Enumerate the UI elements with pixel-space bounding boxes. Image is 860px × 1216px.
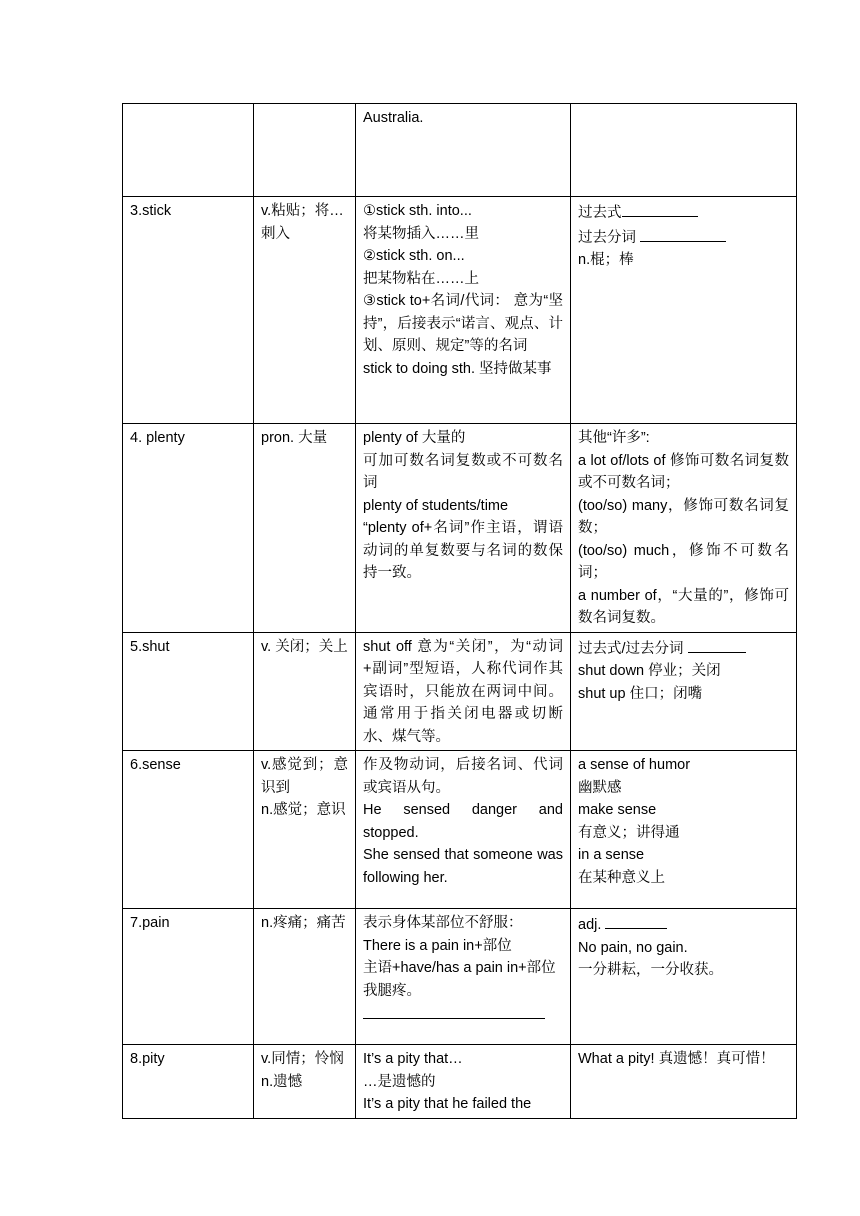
- usage-line: Australia.: [363, 110, 424, 126]
- answer-blank[interactable]: [605, 912, 667, 929]
- usage-cell: [356, 104, 571, 197]
- notes-cell: [571, 104, 797, 197]
- vocabulary-table: [122, 103, 797, 1119]
- answer-blank[interactable]: [688, 636, 746, 653]
- table-row: [123, 424, 797, 633]
- usage-cell: ①stick sth. into... 将某物插入……里 ②stick sth. on... 把某物粘在……上 ③stick to+名词/代词： 意为“坚持”，后接表示“诺言、观点、计划、原则、规定”等的名词 stick to doing sth. 坚持做某事: [356, 197, 571, 424]
- notes-cell: What a pity! 真遗憾！真可惜！: [571, 1045, 797, 1119]
- table-row: [123, 751, 797, 909]
- table-row: [123, 104, 797, 197]
- meaning-cell: n.疼痛；痛苦: [254, 909, 356, 1045]
- word-cell: 3.stick: [123, 197, 254, 424]
- meaning-cell: v. 关闭；关上: [254, 632, 356, 751]
- word-cell: 7.pain: [123, 909, 254, 1045]
- word-cell: 5.shut: [123, 632, 254, 751]
- usage-cell: plenty of 大量的 可加可数名词复数或不可数名词 plenty of students/time “plenty of+名词”作主语，谓语动词的单复数要与名词的数保持一致。: [356, 424, 571, 633]
- notes-cell: 过去式 过去分词 n.棍；棒: [571, 197, 797, 424]
- answer-blank[interactable]: [622, 200, 698, 217]
- table-row: [123, 197, 797, 424]
- word-cell: [123, 104, 254, 197]
- notes-cell: 过去式/过去分词 shut down 停业；关闭 shut up 住口；闭嘴: [571, 632, 797, 751]
- table-row: [123, 1045, 797, 1119]
- meaning-cell: [254, 104, 356, 197]
- meaning-cell: v.同情；怜悯 n.遗憾: [254, 1045, 356, 1119]
- usage-cell: shut off 意为“关闭”，为“动词+副词”型短语，人称代词作其宾语时，只能放在两词中间。通常用于指关闭电器或切断水、煤气等。: [356, 632, 571, 751]
- usage-cell: 作及物动词，后接名词、代词或宾语从句。 He sensed danger and stopped. She sensed that someone was following her.: [356, 751, 571, 909]
- table-row: [123, 632, 797, 751]
- word-cell: 6.sense: [123, 751, 254, 909]
- word-cell: 8.pity: [123, 1045, 254, 1119]
- word-cell: 4. plenty: [123, 424, 254, 633]
- notes-cell: a sense of humor 幽默感 make sense 有意义；讲得通 in a sense 在某种意义上: [571, 751, 797, 909]
- meaning-cell: v.感觉到；意识到 n.感觉；意识: [254, 751, 356, 909]
- notes-cell: adj. No pain, no gain. 一分耕耘，一分收获。: [571, 909, 797, 1045]
- answer-blank[interactable]: [640, 225, 726, 242]
- meaning-cell: v.粘贴；将… 刺入: [254, 197, 356, 424]
- usage-cell: 表示身体某部位不舒服： There is a pain in+部位 主语+have/has a pain in+部位 我腿疼。: [356, 909, 571, 1045]
- meaning-cell: pron. 大量: [254, 424, 356, 633]
- table-row: [123, 909, 797, 1045]
- usage-cell: It’s a pity that… …是遗憾的 It’s a pity that he failed the: [356, 1045, 571, 1119]
- answer-blank[interactable]: [363, 1002, 545, 1019]
- notes-cell: 其他“许多”: a lot of/lots of 修饰可数名词复数或不可数名词； (too/so) many，修饰可数名词复数； (too/so) much，修饰不可数名词； a number of，“大量的”，修饰可数名词复数。: [571, 424, 797, 633]
